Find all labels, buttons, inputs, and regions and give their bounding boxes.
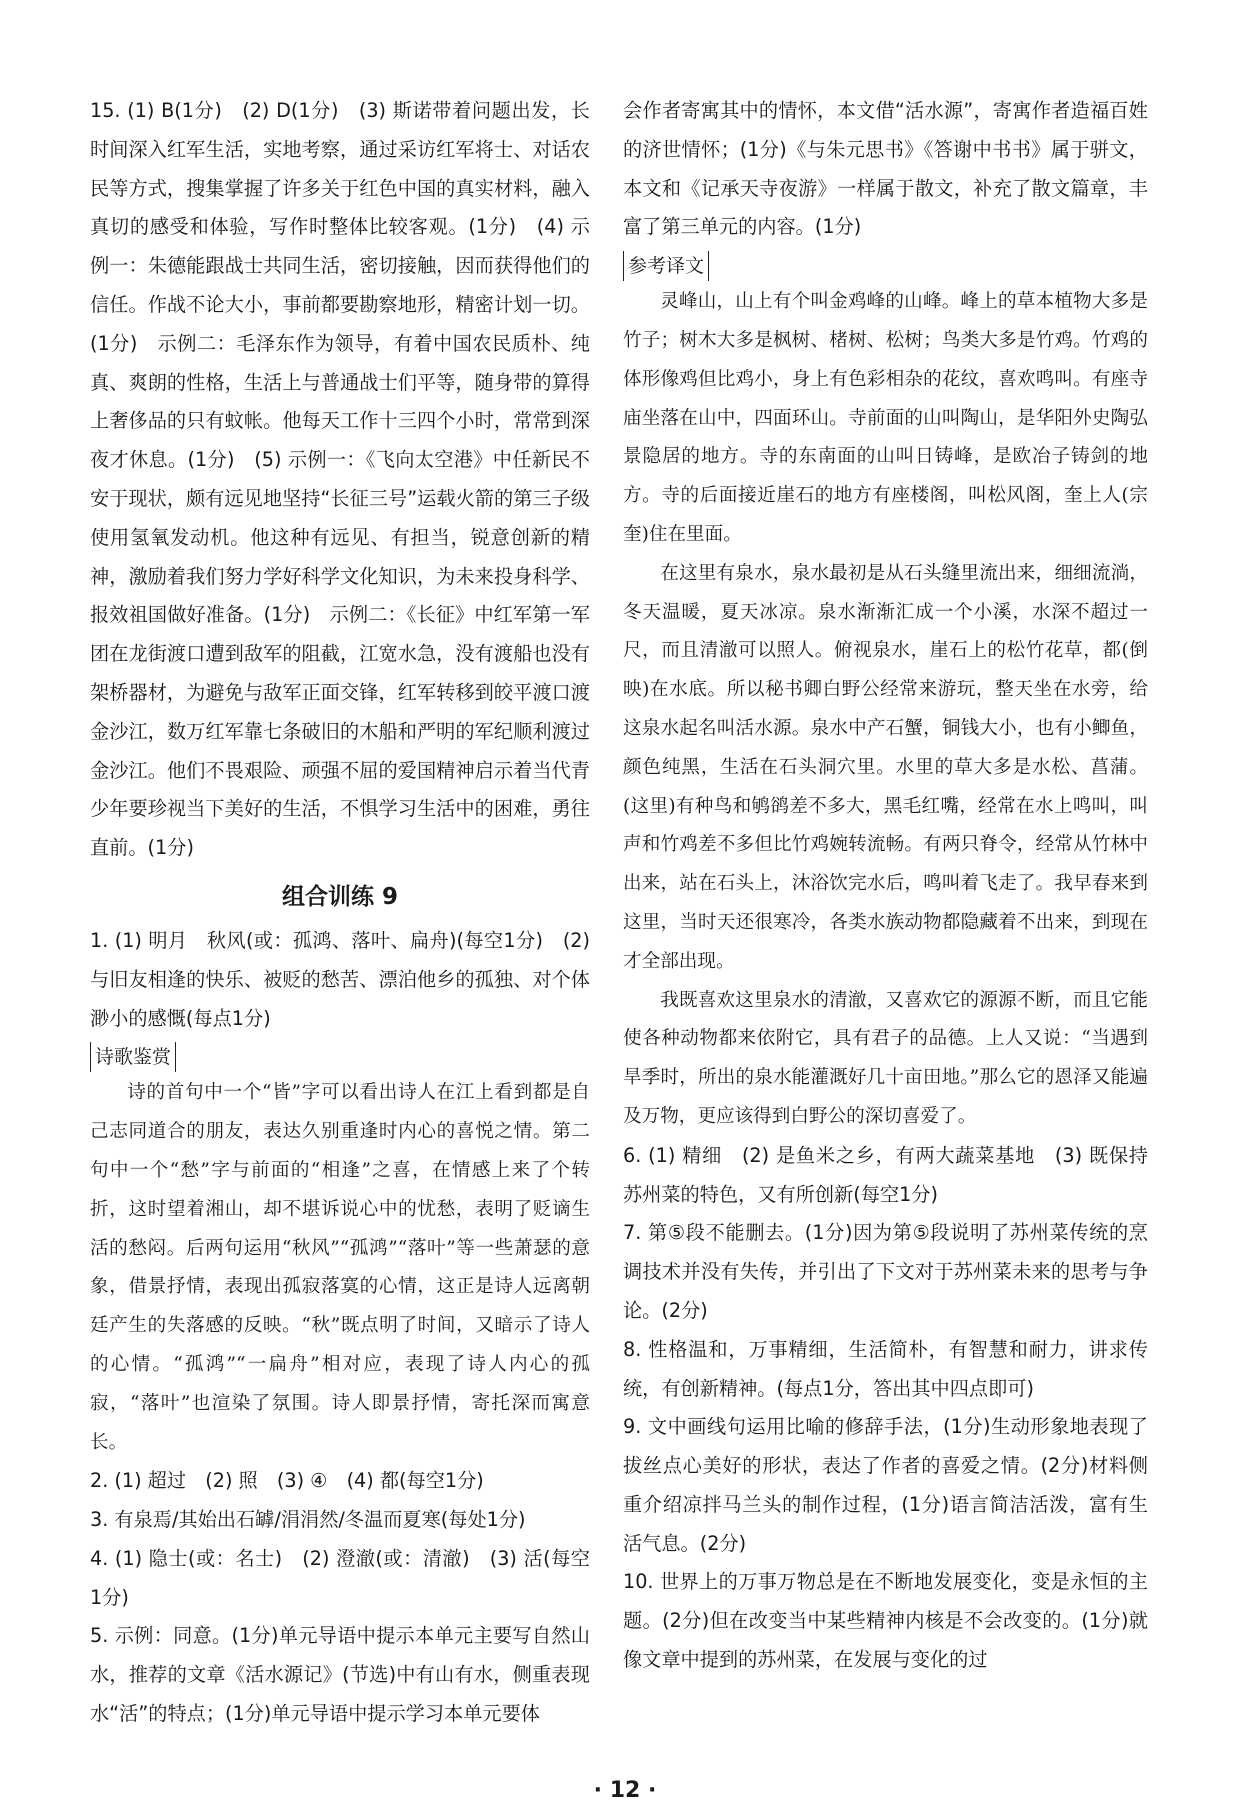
answer-5-continued: 会作者寄寓其中的情怀，本文借“活水源”，寄寓作者造福百姓的济世情怀；(1分)《与朱元思书》《答谢中书书》属于骈文，本文和《记承天寺夜游》一样属于散文，补充了散文篇章，丰富了第三单元的内容。(1分) bbox=[623, 99, 1148, 239]
answer-6: 6. (1) 精细 (2) 是鱼米之乡，有两大蔬菜基地 (3) 既保持苏州菜的特色，又有所创新(每空1分) bbox=[623, 1143, 1148, 1206]
answer-8: 8. 性格温和，万事精细，生活简朴，有智慧和耐力，讲求传统，有创新精神。(每点1分，答出其中四点即可) bbox=[623, 1337, 1148, 1400]
answer-7: 7. 第⑤段不能删去。(1分)因为第⑤段说明了苏州菜传统的烹调技术并没有失传，并引出了下文对于苏州菜未来的思考与争论。(2分) bbox=[623, 1221, 1148, 1322]
translation-paragraph-2: 在这里有泉水，泉水最初是从石头缝里流出来，细细流淌，冬天温暖，夏天冰凉。泉水渐渐汇成一个小溪，水深不超过一尺，而且清澈可以照人。俯视泉水，崖石上的松竹花草，都(倒映)在水底。所以秘书卿白野公经常来游玩，整天坐在水旁，给这泉水起名叫活水源。泉水中产石蟹，铜钱大小，也有小鲫鱼，颜色纯黑，生活在石头洞穴里。水里的草大多是水松、菖蒲。(这里)有种鸟和鸲鹆差不多大，黑毛红嘴，经常在水上鸣叫，叫声和竹鸡差不多但比竹鸡婉转流畅。有两只脊令，经常从竹林中出来，站在石头上，沐浴饮完水后，鸣叫着飞走了。我早春来到这里，当时天还很寒冷，各类水族动物都隐藏着不出来，到现在才全部出现。 bbox=[623, 562, 1148, 972]
translation-paragraph-3: 我既喜欢这里泉水的清澈，又喜欢它的源源不断，而且它能使各种动物都来依附它，具有君子的品德。上人又说：“当遇到旱季时，所出的泉水能灌溉好几十亩田地。”那么它的恩泽又能遍及万物，更应该得到白野公的深切喜爱了。 bbox=[623, 989, 1148, 1127]
answer-2: 2. (1) 超过 (2) 照 (3) ④ (4) 都(每空1分) bbox=[90, 1469, 484, 1493]
section-title: 组合训练 9 bbox=[281, 883, 398, 910]
answer-5: 5. 示例：同意。(1分)单元导语中提示本单元主要写自然山水，推荐的文章《活水源记》(节选)中有山有水，侧重表现水“活”的特点；(1分)单元导语中提示学习本单元要体 bbox=[90, 1624, 590, 1726]
answer-3: 3. 有泉焉/其始出石罅/涓涓然/冬温而夏寒(每处1分) bbox=[90, 1508, 526, 1532]
poem-appreciation-label: 诗歌鉴赏 bbox=[90, 1042, 176, 1072]
page-number: · 12 · bbox=[593, 1778, 657, 1803]
answer-4: 4. (1) 隐士(或：名士) (2) 澄澈(或：清澈) (3) 活(每空1分) bbox=[90, 1546, 590, 1609]
translation-paragraph-1: 灵峰山，山上有个叫金鸡峰的山峰。峰上的草本植物大多是竹子；树木大多是枫树、楮树、松树；鸟类大多是竹鸡。竹鸡的体形像鸡但比鸡小，身上有色彩相杂的花纹，喜欢鸣叫。有座寺庙坐落在山中，四面环山。寺前面的山叫陶山，是华阳外史陶弘景隐居的地方。寺的东南面的山叫日铸峰，是欧冶子铸剑的地方。寺的后面接近崖石的地方有座楼阁，叫松风阁，奎上人(宗奎)住在里面。 bbox=[623, 291, 1148, 545]
answer-1: 1. (1) 明月 秋风(或：孤鸿、落叶、扁舟)(每空1分) (2) 与旧友相逢的快乐、被贬的愁苦、漂泊他乡的孤独、对个体渺小的感慨(每点1分) bbox=[90, 928, 590, 1030]
right-column bbox=[623, 92, 1148, 1680]
answer-10: 10. 世界上的万事万物总是在不断地发展变化，变是永恒的主题。(2分)但在改变当中某些精神内核是不会改变的。(1分)就像文章中提到的苏州菜，在发展与变化的过 bbox=[623, 1570, 1148, 1672]
poem-appreciation-text: 诗的首句中一个“皆”字可以看出诗人在江上看到都是自己志同道合的朋友，表达久别重逢时内心的喜悦之情。第二句中一个“愁”字与前面的“相逢”之喜，在情感上来了个转折，这时望着湘山，却不堪诉说心中的忧愁，表明了贬谪生活的愁闷。后两句运用“秋风”“孤鸿”“落叶”等一些萧瑟的意象，借景抒情，表现出孤寂落寞的心情，这正是诗人远离朝廷产生的失落感的反映。“秋”既点明了时间，又暗示了诗人的心情。“孤鸿”“一扁舟”相对应，表现了诗人内心的孤寂，“落叶”也渲染了氛围。诗人即景抒情，寄托深而寓意长。 bbox=[90, 1082, 590, 1453]
answer-15: 15. (1) B(1分) (2) D(1分) (3) 斯诺带着问题出发，长时间深入红军生活，实地考察，通过采访红军将士、对话农民等方式，搜集掌握了许多关于红色中国的真实材料，融入真切的感受和体验，写作时整体比较客观。(1分) (4) 示例一：朱德能跟战士共同生活，密切接触，因而获得他们的信任。作战不论大小，事前都要勘察地形，精密计划一切。(1分) 示例二：毛泽东作为领导，有着中国农民质朴、纯真、爽朗的性格，生活上与普通战士们平等，随身带的算得上奢侈品的只有蚊帐。他每天工作十三四个小时，常常到深夜才休息。(1分) (5) 示例一：《飞向太空港》中任新民不安于现状，颇有远见地坚持“长征三号”运载火箭的第三子级使用氢氧发动机。他这种有远见、有担当，锐意创新的精神，激励着我们努力学好科学文化知识，为未来投身科学、报效祖国做好准备。(1分) 示例二：《长征》中红军第一军团在龙街渡口遭到敌军的阻截，江宽水急，没有渡船也没有架桥器材，为避免与敌军正面交锋，红军转移到皎平渡口渡金沙江，数万红军靠七条破旧的木船和严明的军纪顺利渡过金沙江。他们不畏艰险、顽强不屈的爱国精神启示着当代青少年要珍视当下美好的生活，不惧学习生活中的困难，勇往直前。(1分) bbox=[90, 99, 590, 860]
answer-9: 9. 文中画线句运用比喻的修辞手法，(1分)生动形象地表现了拔丝点心美好的形状，表达了作者的喜爱之情。(2分)材料侧重介绍凉拌马兰头的制作过程，(1分)语言简洁活泼，富有生活气息。(2分) bbox=[623, 1415, 1148, 1555]
reference-translation-label: 参考译文 bbox=[623, 251, 709, 281]
left-column bbox=[90, 92, 590, 1734]
